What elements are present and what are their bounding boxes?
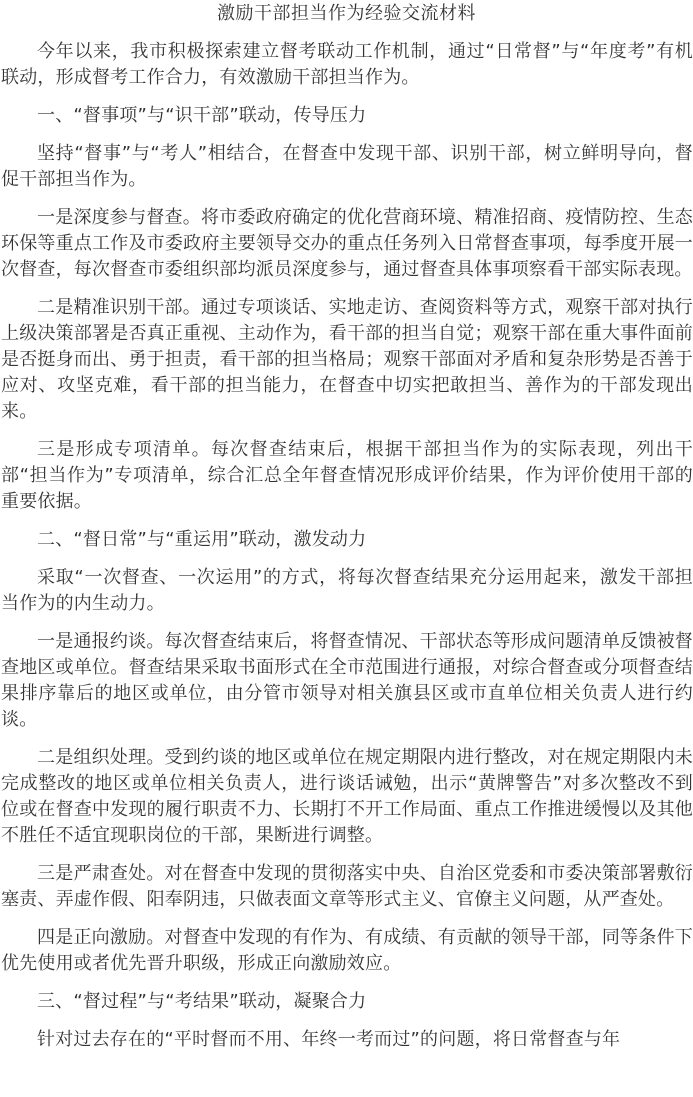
body-paragraph: 三是形成专项清单。每次督查结束后，根据干部担当作为的实际表现，列出干部“担当作为”专项清单，综合汇总全年督查情况形成评价结果，作为评价使用干部的重要依据。 xyxy=(1,439,693,512)
body-paragraph: 采取“一次督查、一次运用”的方式，将每次督查结果充分运用起来，激发干部担当作为的内生动力。 xyxy=(1,567,693,614)
body-paragraph: 二是组织处理。受到约谈的地区或单位在规定期限内进行整改，对在规定期限内未完成整改的地区或单位相关负责人，进行谈话诫勉，出示“黄牌警告”对多次整改不到位或在督查中发现的履行职责不力、长期打不开工作局面、重点工作推进缓慢以及其他不胜任不适宜现职岗位的干部，果断进行调整。 xyxy=(1,747,693,846)
section-heading-2: 二、“督日常”与“重运用”联动，激发动力 xyxy=(37,529,367,550)
body-paragraph: 二是精准识别干部。通过专项谈话、实地走访、查阅资料等方式，观察干部对执行上级决策部署是否真正重视、主动作为，看干部的担当自觉；观察干部在重大事件面前是否挺身而出、勇于担责，看干部的担当格局；观察干部面对矛盾和复杂形势是否善于应对、攻坚克难，看干部的担当能力，在督查中切实把敢担当、善作为的干部发现出来。 xyxy=(1,297,693,422)
body-paragraph: 针对过去存在的“平时督而不用、年终一考而过”的问题，将日常督查与年 xyxy=(37,1029,621,1050)
body-paragraph: 坚持“督事”与“考人”相结合，在督查中发现干部、识别干部，树立鲜明导向，督促干部担当作为。 xyxy=(1,143,693,190)
body-paragraph: 一是深度参与督查。将市委政府确定的优化营商环境、精准招商、疫情防控、生态环保等重点工作及市委政府主要领导交办的重点任务列入日常督查事项，每季度开展一次督查，每次督查市委组织部均派员深度参与，通过督查具体事项察看干部实际表现。 xyxy=(1,207,693,280)
body-paragraph: 四是正向激励。对督查中发现的有作为、有成绩、有贡献的领导干部，同等条件下优先使用或者优先晋升职级，形成正向激励效应。 xyxy=(1,927,693,974)
document-title: 激励干部担当作为经验交流材料 xyxy=(217,3,476,24)
body-paragraph: 三是严肃查处。对在督查中发现的贯彻落实中央、自治区党委和市委决策部署敷衍塞责、弄虚作假、阳奉阴违，只做表面文章等形式主义、官僚主义问题，从严查处。 xyxy=(1,863,693,910)
intro-paragraph: 今年以来，我市积极探索建立督考联动工作机制，通过“日常督”与“年度考”有机联动，形成督考工作合力，有效激励干部担当作为。 xyxy=(1,41,693,88)
section-heading-3: 三、“督过程”与“考结果”联动，凝聚合力 xyxy=(37,991,367,1012)
body-paragraph: 一是通报约谈。每次督查结束后，将督查情况、干部状态等形成问题清单反馈被督查地区或单位。督查结果采取书面形式在全市范围进行通报，对综合督查或分项督查结果排序靠后的地区或单位，由分管市领导对相关旗县区或市直单位相关负责人进行约谈。 xyxy=(1,631,693,730)
section-heading-1: 一、“督事项”与“识干部”联动，传导压力 xyxy=(37,105,367,126)
